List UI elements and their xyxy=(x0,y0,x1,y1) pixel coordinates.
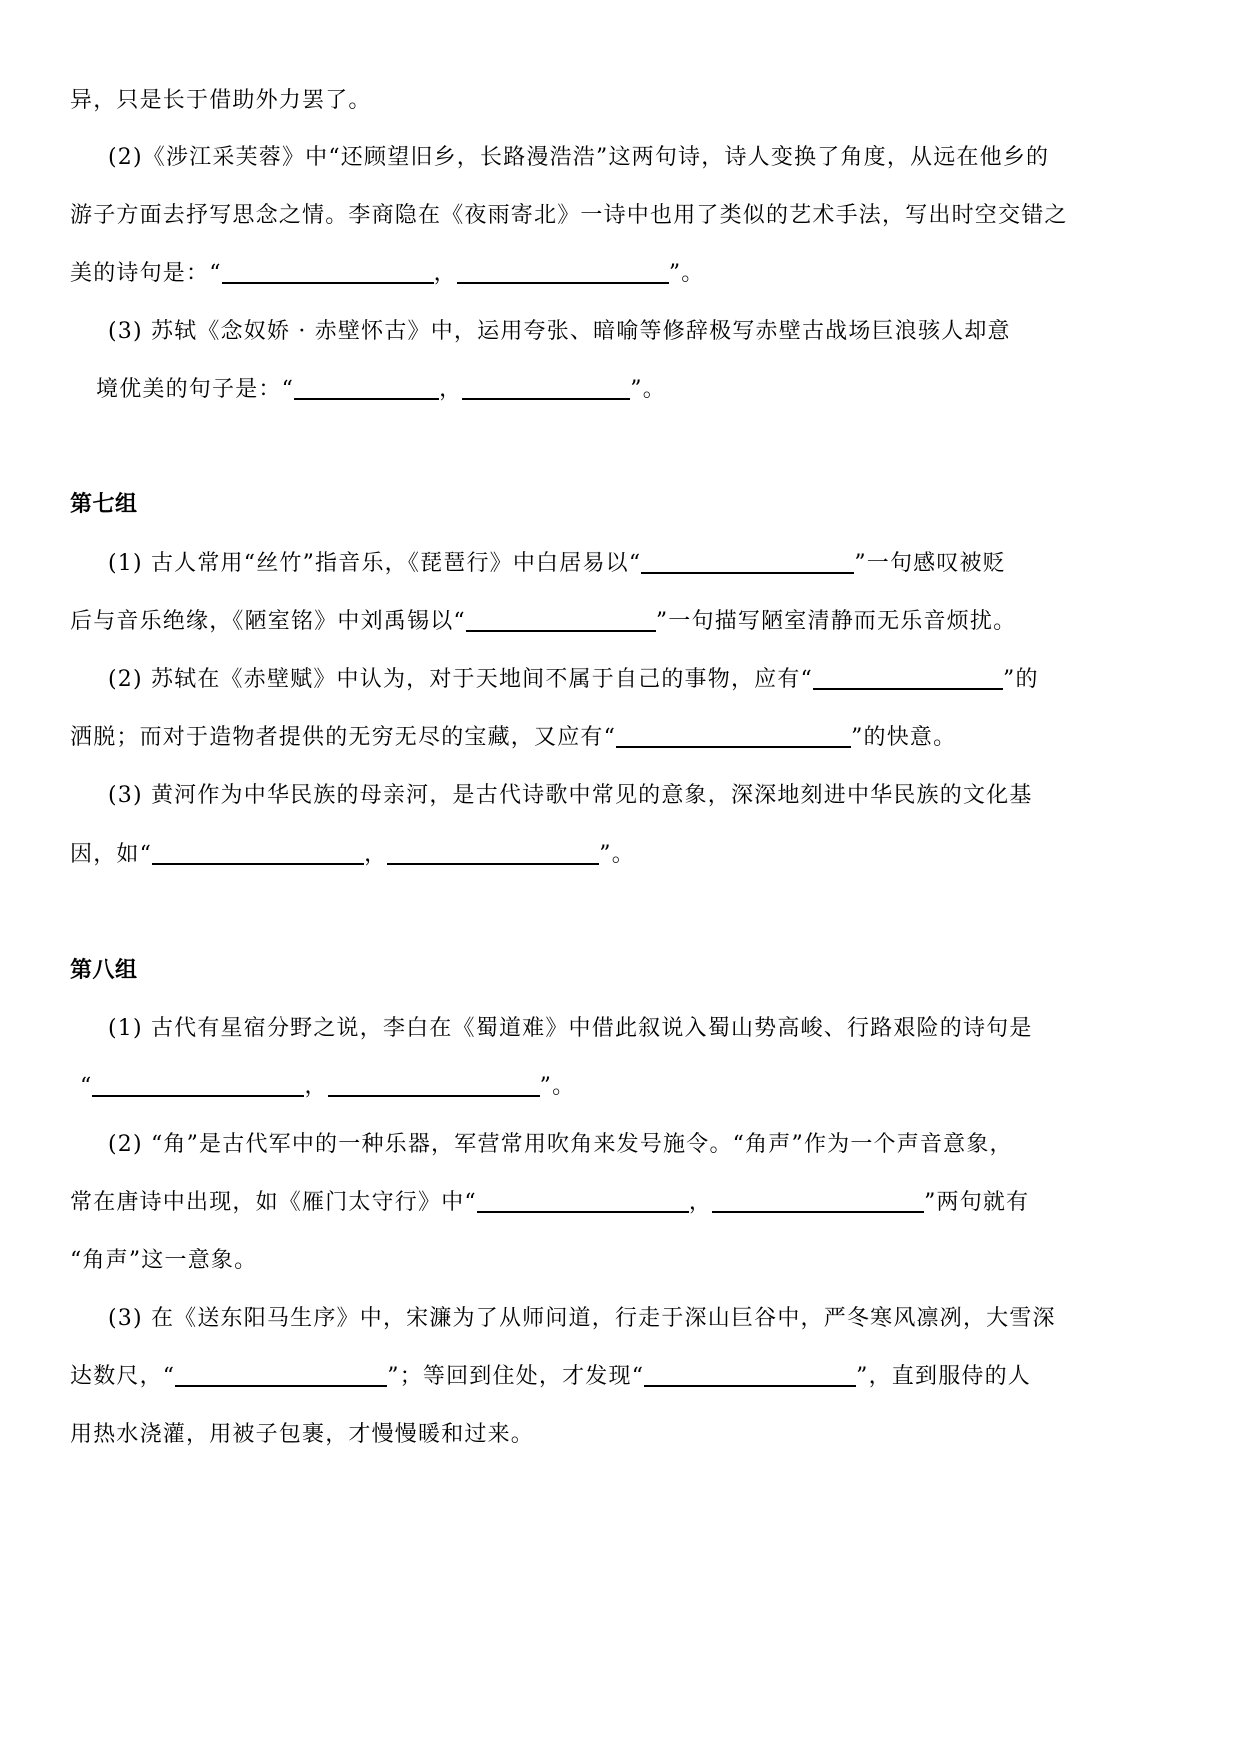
line-text: ”一句感叹被贬 xyxy=(854,551,1006,576)
line-text: 达数尺，“ xyxy=(70,1364,176,1389)
text-line xyxy=(70,1362,1031,1392)
line-text: 后与音乐绝缘，《陋室铭》中刘禹锡以“ xyxy=(70,609,466,634)
text-line xyxy=(108,1304,1056,1334)
answer-blank[interactable] xyxy=(92,1073,304,1097)
line-text: ”。 xyxy=(630,377,666,402)
line-text: ”。 xyxy=(599,842,635,867)
answer-blank[interactable] xyxy=(477,1189,689,1213)
line-text: ”一句描写陋室清静而无乐音烦扰。 xyxy=(655,609,1017,634)
line-text: (1) 古人常用“丝竹”指音乐，《琵琶行》中白居易以“ xyxy=(108,551,642,576)
text-line xyxy=(70,840,635,870)
line-text: ， xyxy=(688,1190,713,1215)
line-text: 美的诗句是：“ xyxy=(70,261,222,286)
heading-text: 第七组 xyxy=(70,492,138,517)
line-text: “角声”这一意象。 xyxy=(70,1248,258,1273)
line-text: ”；等回到住处，才发现“ xyxy=(387,1364,645,1389)
line-text: ”的 xyxy=(1003,667,1039,692)
text-line xyxy=(70,201,1068,231)
answer-blank[interactable] xyxy=(712,1189,924,1213)
text-line xyxy=(70,1188,1029,1218)
text-line xyxy=(108,665,1039,695)
text-line xyxy=(80,1072,575,1102)
heading-text: 第八组 xyxy=(70,958,138,983)
answer-blank[interactable] xyxy=(462,376,630,400)
answer-blank[interactable] xyxy=(466,608,656,632)
text-line xyxy=(70,723,956,753)
line-text: ， xyxy=(433,261,457,286)
section-heading xyxy=(70,490,138,520)
line-text: 境优美的句子是：“ xyxy=(96,377,295,402)
text-line xyxy=(108,549,1006,579)
text-line xyxy=(108,317,1011,347)
line-text: (3) 在《送东阳马生序》中，宋濂为了从师问道，行走于深山巨谷中，严冬寒风凛冽，大雪深 xyxy=(108,1306,1056,1331)
text-line xyxy=(96,375,666,405)
text-line xyxy=(108,781,1033,811)
line-text: (2) 苏轼在《赤壁赋》中认为，对于天地间不属于自己的事物，应有“ xyxy=(108,667,814,692)
answer-blank[interactable] xyxy=(387,841,599,865)
text-line xyxy=(108,143,1049,173)
answer-blank[interactable] xyxy=(813,666,1003,690)
answer-blank[interactable] xyxy=(294,376,439,400)
line-text: ”的快意。 xyxy=(851,725,957,750)
line-text: 常在唐诗中出现，如《雁门太守行》中“ xyxy=(70,1190,477,1215)
line-text: ”。 xyxy=(668,261,705,286)
answer-blank[interactable] xyxy=(641,550,854,574)
answer-blank[interactable] xyxy=(222,260,434,284)
answer-blank[interactable] xyxy=(152,841,364,865)
line-text: 洒脱；而对于造物者提供的无穷无尽的宝藏，又应有“ xyxy=(70,725,617,750)
line-text: ”。 xyxy=(539,1074,576,1099)
text-line xyxy=(70,1420,534,1450)
line-text: (3) 黄河作为中华民族的母亲河，是古代诗歌中常见的意象，深深地刻进中华民族的文化基 xyxy=(108,783,1033,808)
line-text: (3) 苏轼《念奴娇 · 赤壁怀古》中，运用夸张、暗喻等修辞极写赤壁古战场巨浪骇人却意 xyxy=(108,319,1011,344)
text-line xyxy=(108,1130,1013,1160)
line-text: 因，如“ xyxy=(70,842,153,867)
answer-blank[interactable] xyxy=(644,1363,856,1387)
text-line xyxy=(108,1014,1033,1044)
line-text: ， xyxy=(439,377,463,402)
line-text: (1) 古代有星宿分野之说，李白在《蜀道难》中借此叙说入蜀山势高峻、行路艰险的诗句是 xyxy=(108,1016,1033,1041)
line-text: (2)《涉江采芙蓉》中“还顾望旧乡，长路漫浩浩”这两句诗，诗人变换了角度，从远在他乡的 xyxy=(108,145,1050,170)
line-text: ”，直到服侍的人 xyxy=(856,1364,1032,1389)
line-text: ”两句就有 xyxy=(924,1190,1030,1215)
section-heading xyxy=(70,956,138,986)
line-text: 用热水浇灌，用被子包裹，才慢慢暖和过来。 xyxy=(70,1422,535,1447)
answer-blank[interactable] xyxy=(328,1073,540,1097)
line-text: (2) “角”是古代军中的一种乐器，军营常用吹角来发号施令。“角声”作为一个声音意象， xyxy=(108,1132,1013,1157)
answer-blank[interactable] xyxy=(175,1363,387,1387)
line-text: “ xyxy=(80,1074,93,1099)
line-text: 异，只是长于借助外力罢了。 xyxy=(70,88,372,113)
answer-blank[interactable] xyxy=(616,724,851,748)
line-text: 游子方面去抒写思念之情。李商隐在《夜雨寄北》一诗中也用了类似的艺术手法，写出时空交错之 xyxy=(70,203,1068,228)
text-line xyxy=(70,1246,257,1276)
text-line xyxy=(70,86,372,116)
line-text: ， xyxy=(304,1074,328,1099)
text-line xyxy=(70,607,1016,637)
answer-blank[interactable] xyxy=(457,260,669,284)
line-text: ， xyxy=(364,842,388,867)
text-line xyxy=(70,259,705,289)
